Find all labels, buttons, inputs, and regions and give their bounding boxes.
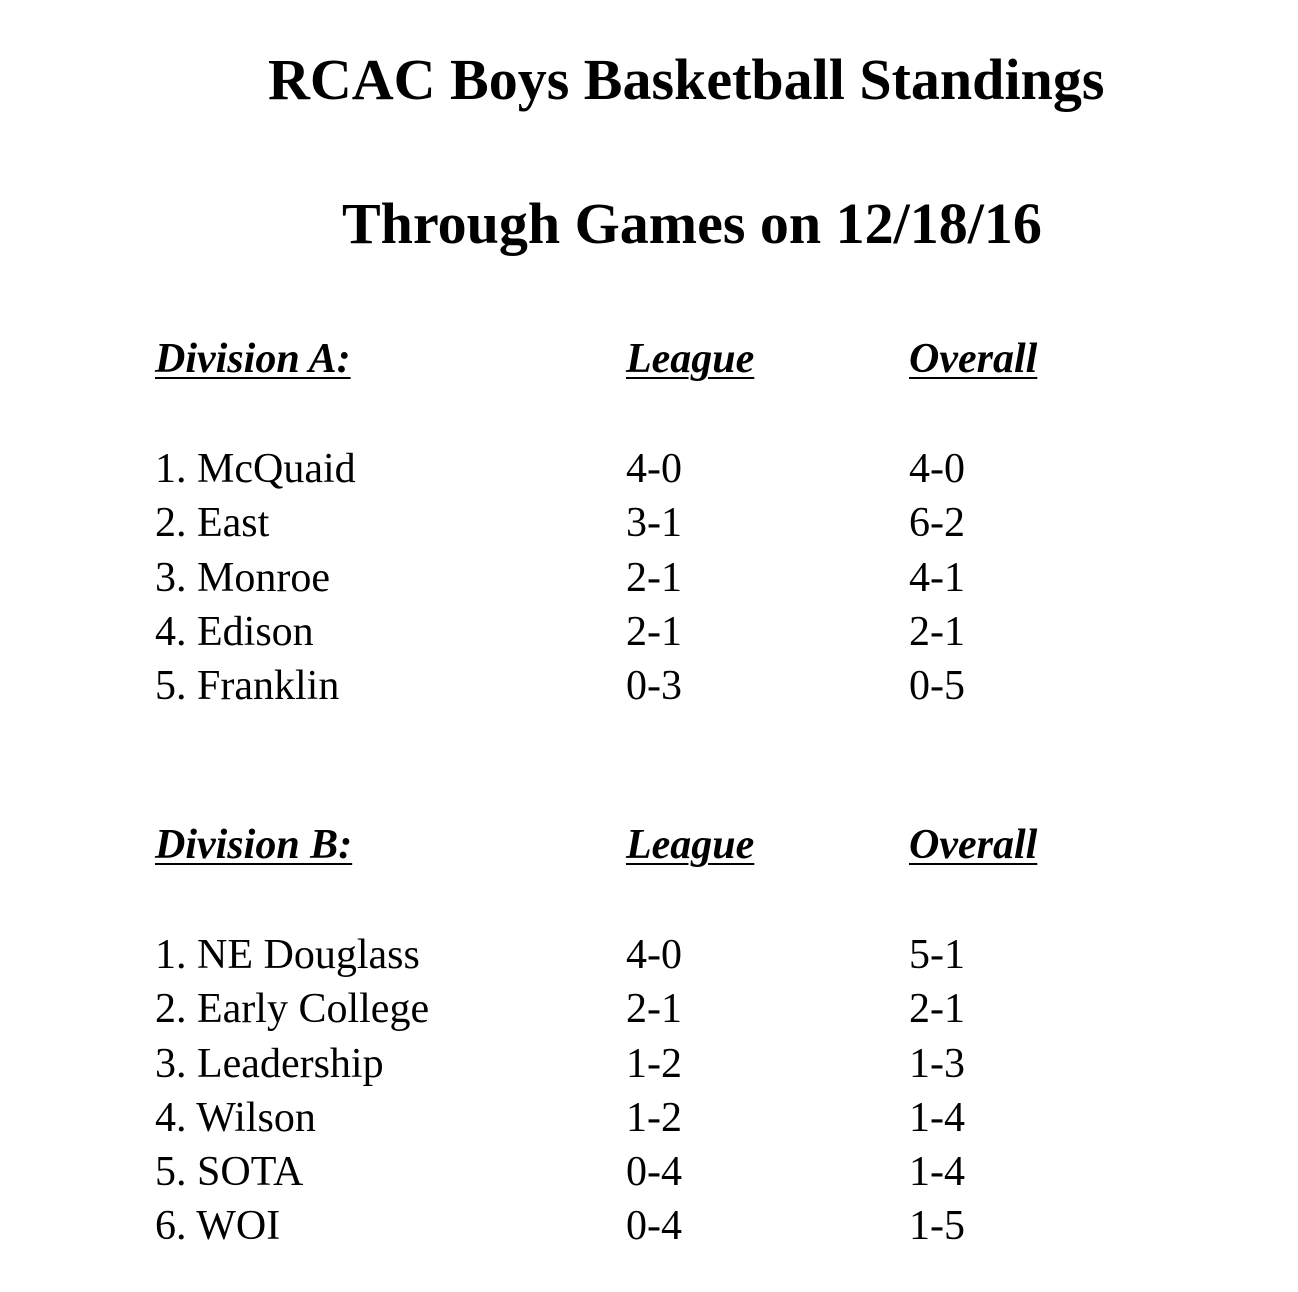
page-subtitle: Through Games on 12/18/16 bbox=[342, 191, 1042, 256]
standings-row bbox=[155, 1145, 1155, 1199]
overall-record: 1-4 bbox=[909, 1094, 965, 1141]
team-name: 5. Franklin bbox=[155, 663, 340, 710]
standings-row bbox=[155, 659, 1155, 713]
standings-row bbox=[155, 928, 1155, 982]
division-a-overall-header: Overall bbox=[909, 336, 1038, 382]
division-b-header-row bbox=[155, 820, 1155, 874]
division-a-section bbox=[155, 334, 1155, 713]
overall-record: 5-1 bbox=[909, 932, 965, 978]
league-record: 4-0 bbox=[626, 932, 682, 978]
team-name: 1. McQuaid bbox=[155, 446, 356, 492]
page-title: RCAC Boys Basketball Standings bbox=[268, 47, 1105, 112]
team-name: 2. East bbox=[155, 500, 270, 547]
league-record: 4-0 bbox=[626, 446, 682, 492]
overall-record: 2-1 bbox=[909, 608, 965, 655]
standings-row bbox=[155, 1091, 1155, 1145]
division-b-league-header: League bbox=[626, 822, 755, 868]
league-record: 0-4 bbox=[626, 1149, 682, 1196]
standings-row bbox=[155, 442, 1155, 496]
team-name: 2. Early College bbox=[155, 986, 430, 1033]
league-record: 0-3 bbox=[626, 663, 682, 710]
team-name: 5. SOTA bbox=[155, 1149, 304, 1196]
team-name: 6. WOI bbox=[155, 1203, 281, 1250]
standings-row bbox=[155, 982, 1155, 1036]
team-name: 4. Edison bbox=[155, 608, 314, 655]
team-name: 4. Wilson bbox=[155, 1094, 316, 1141]
division-a-header-row bbox=[155, 334, 1155, 388]
division-b-heading: Division B: bbox=[155, 822, 353, 868]
overall-record: 1-4 bbox=[909, 1149, 965, 1196]
division-b-overall-header: Overall bbox=[909, 822, 1038, 868]
standings-row bbox=[155, 1037, 1155, 1091]
division-a-heading: Division A: bbox=[155, 336, 351, 382]
standings-row bbox=[155, 1199, 1155, 1253]
team-name: 3. Leadership bbox=[155, 1040, 384, 1087]
overall-record: 6-2 bbox=[909, 500, 965, 547]
standings-row bbox=[155, 605, 1155, 659]
league-record: 3-1 bbox=[626, 500, 682, 547]
division-b-section bbox=[155, 820, 1155, 1254]
team-name: 1. NE Douglass bbox=[155, 932, 420, 978]
overall-record: 1-5 bbox=[909, 1203, 965, 1250]
division-b-standings bbox=[155, 928, 1155, 1254]
standings-row bbox=[155, 496, 1155, 550]
overall-record: 2-1 bbox=[909, 986, 965, 1033]
division-a-standings bbox=[155, 442, 1155, 713]
league-record: 0-4 bbox=[626, 1203, 682, 1250]
division-a-league-header: League bbox=[626, 336, 755, 382]
team-name: 3. Monroe bbox=[155, 554, 330, 601]
overall-record: 4-0 bbox=[909, 446, 965, 492]
league-record: 2-1 bbox=[626, 608, 682, 655]
overall-record: 1-3 bbox=[909, 1040, 965, 1087]
standings-row bbox=[155, 551, 1155, 605]
overall-record: 0-5 bbox=[909, 663, 965, 710]
overall-record: 4-1 bbox=[909, 554, 965, 601]
league-record: 1-2 bbox=[626, 1094, 682, 1141]
league-record: 2-1 bbox=[626, 986, 682, 1033]
league-record: 2-1 bbox=[626, 554, 682, 601]
league-record: 1-2 bbox=[626, 1040, 682, 1087]
